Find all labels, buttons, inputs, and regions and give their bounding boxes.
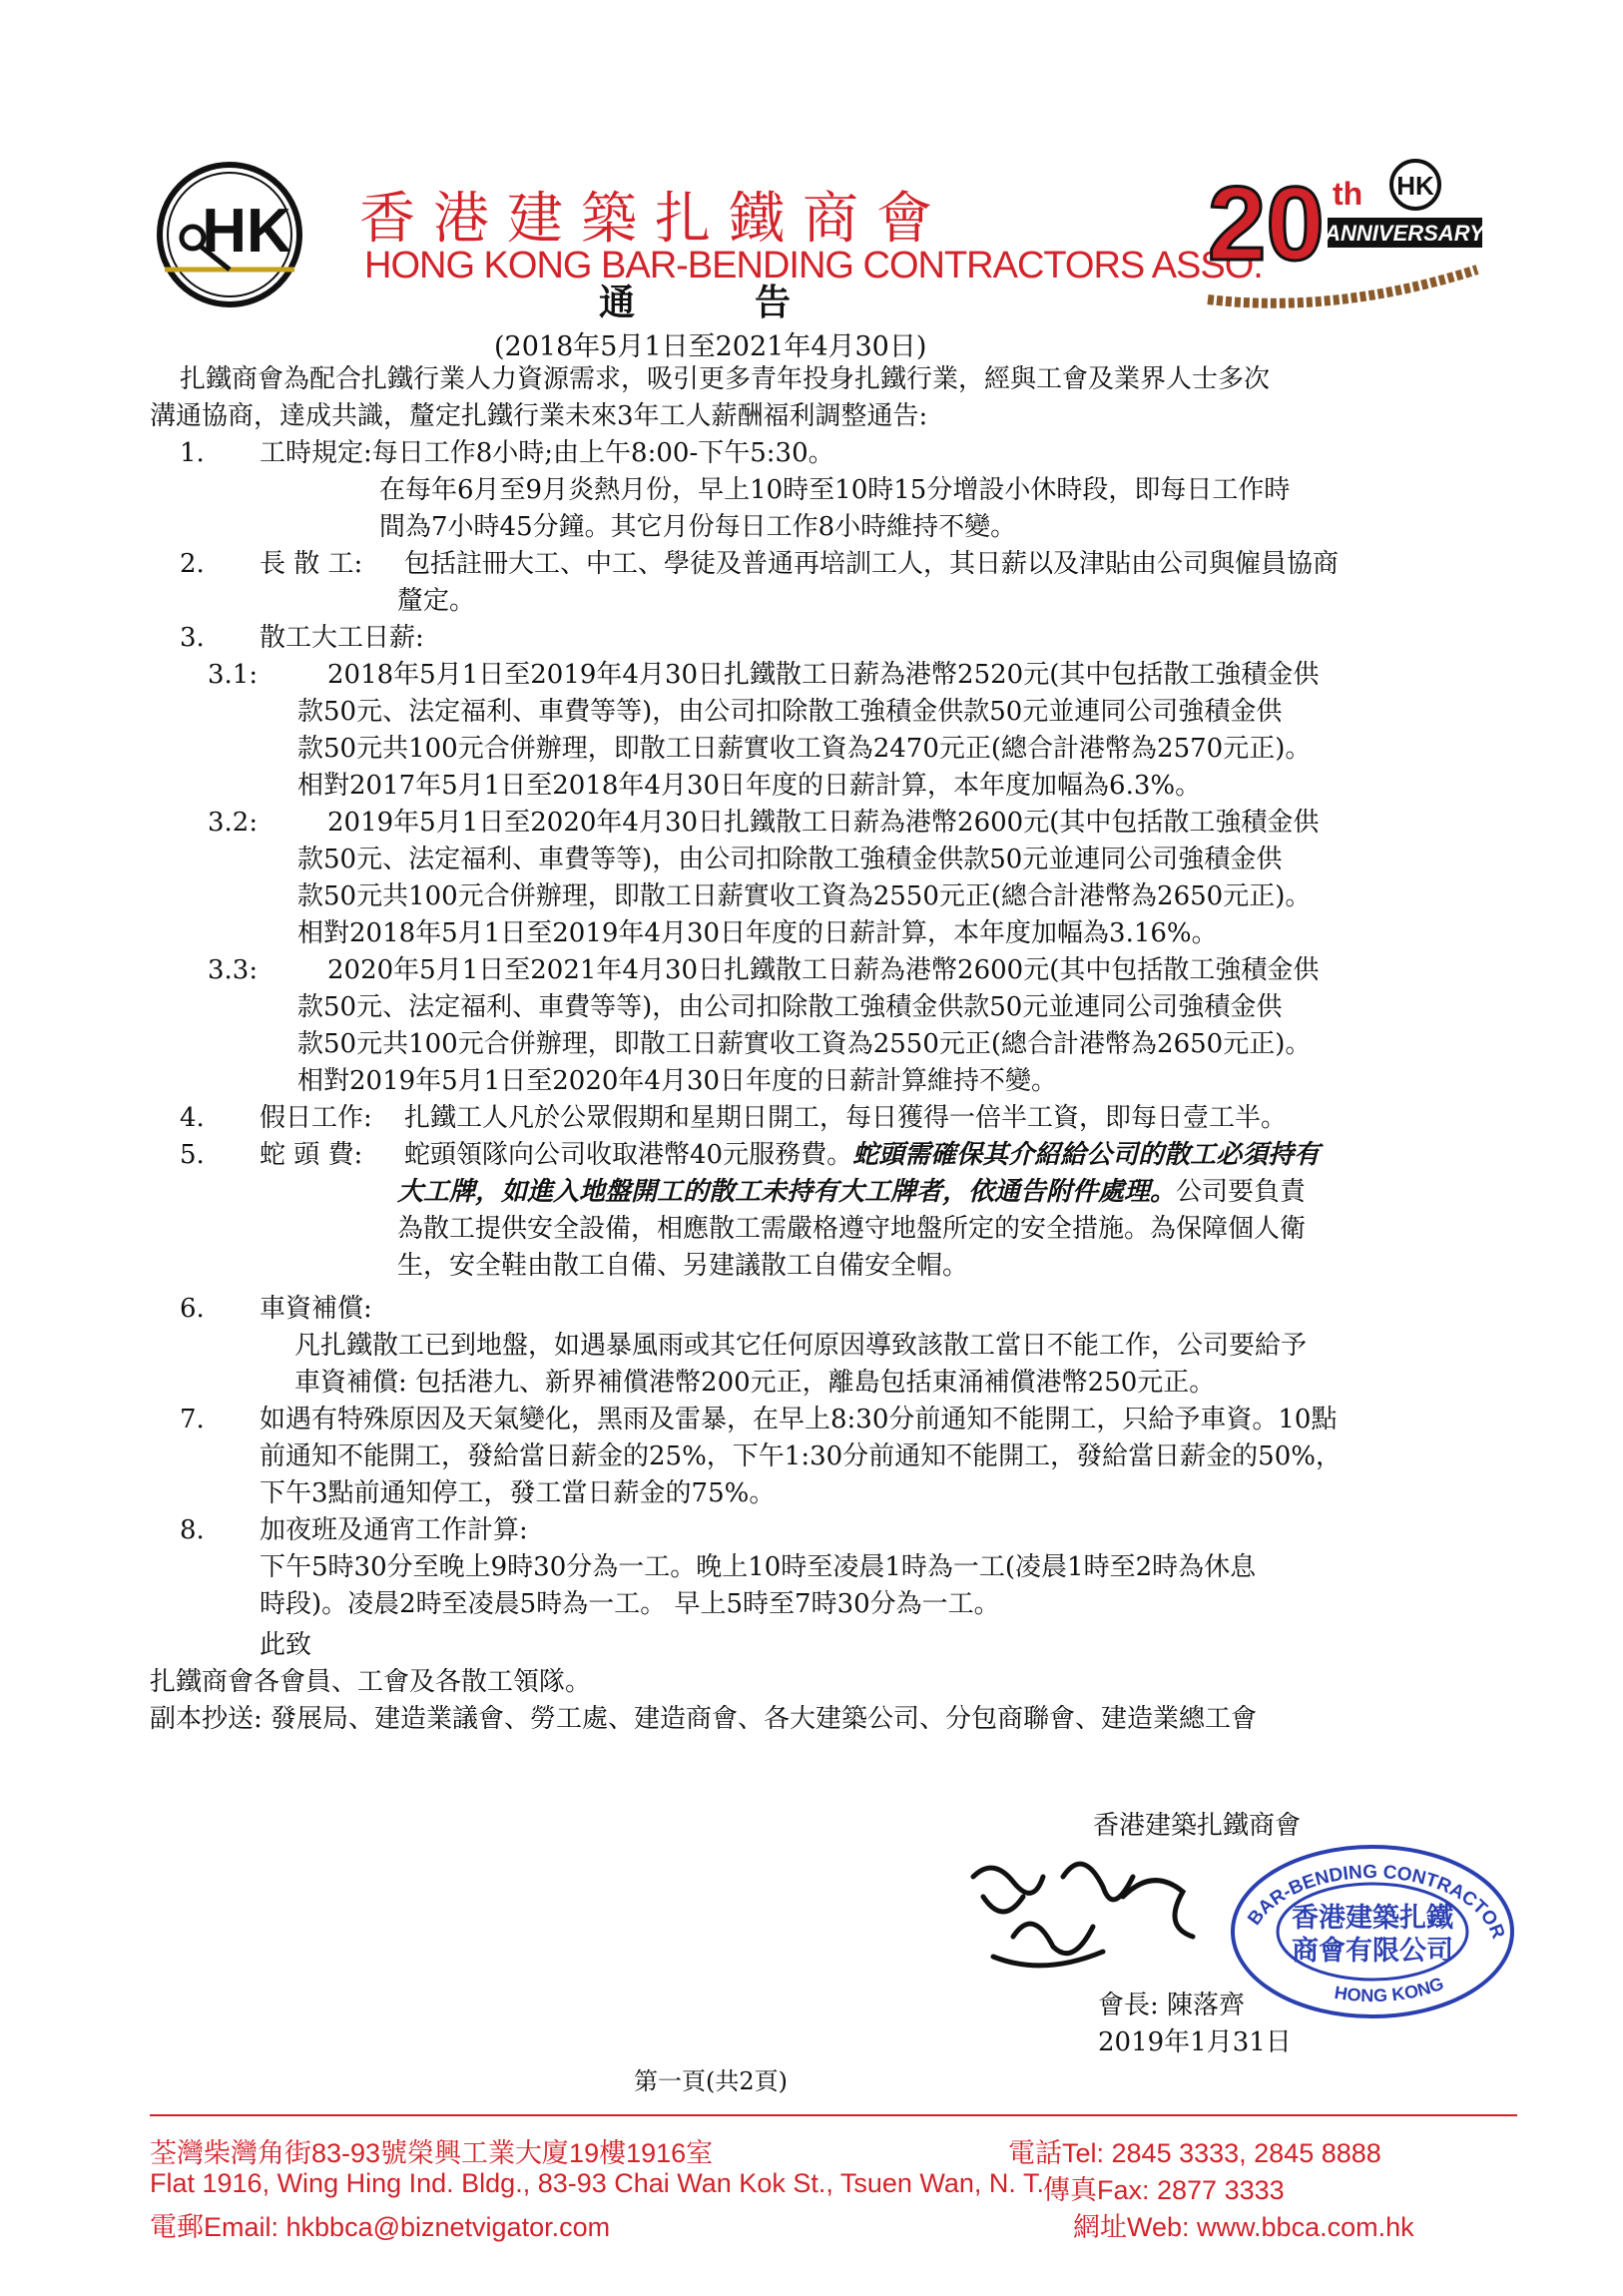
item-1-line: 在每年6月至9月炎熱月份，早上10時至10時15分增設小休時段，即每日工作時 (379, 475, 1291, 505)
notice-date: 2019年1月31日 (1098, 2027, 1292, 2057)
notice-body: 扎鐵商會為配合扎鐵行業人力資源需求，吸引更多青年投身扎鐵行業，經與工會及業界人士多次 溝通協商，達成共識，釐定扎鐵行業未來3年工人薪酬福利調整通告: 1. 工時規定:每日工作8小時;由上午8:00-下午5:30。 在每年6月至9月炎熱月份，早上10時至10時15分增設小休時段，即每日工作時 間為7小時45分鐘。其它月份每日工作8小時維持不變。 2. 長 散 工: 包括註冊大工、中工、學徒及普通再培訓工人，其日薪以及津貼由公司與僱員協商 釐定。 3. 散工大工日薪: 3.1: 2018年5月1日至2019年4月30日扎鐵散工日薪為港幣2520元(其中包括散工強積金供 款50元、法定福利、車費等等)，由公司扣除散工強積金供款50元並連同公司強積金供 款50元共100元合併辦理，即散工日薪實收工資為2470元正(總合計港幣為2570元正)。 相對2017年5月1日至2018年4月30日年度的日薪計算，本年度加幅為6.3%。 3.2: 2019年5月1日至2020年4月30日扎鐵散工日薪為港幣2600元(其中包括散工強積金供 款50元、法定福利、車費等等)，由公司扣除散工強積金供款50元並連同公司強積金供 款50元共100元合併辦理，即散工日薪實收工資為2550元正(總合計港幣為2650元正)。 相對2018年5月1日至2019年4月30日年度的日薪計算，本年度加幅為3.16%。 3.3: 2020年5月1日至2021年4月30日扎鐵散工日薪為港幣2600元(其中包括散工強積金供 款50元、法定福利、車費等等)，由公司扣除散工強積金供款50元並連同公司強積金供 款50元共100元合併辦理，即散工日薪實收工資為2550元正(總合計港幣為2650元正)。 相對2019年5月1日至2020年4月30日年度的日薪計算維持不變。 4. 假日工作: 扎鐵工人凡於公眾假期和星期日開工，每日獲得一倍半工資，即每日壹工半。 5. 蛇 頭 費: 蛇頭領隊向公司收取港幣40元服務費。 蛇頭需確保其介紹給公司的散工必須持有 大工牌，如進入地盤開工的散工未持有大工牌者，依通告附件處理。公司要負責 為散工提供安全設備，相應散工需嚴格遵守地盤所定的安全措施。為保障個人衛 生，安全鞋由散工自備、另建議散工自備安全帽。 6. 車資補償: 凡扎鐵散工已到地盤，如遇暴風雨或其它任何原因導致該散工當日不能工作，公司要給予 車資補償: 包括港九、新界補償港幣200元正，離島包括東涌補償港幣250元正。 7. 如遇有特殊原因及天氣變化，黑雨及雷暴，在早上8:30分前通知不能開工，只給予車資。10點 前通知不能開工，發給當日薪金的25%，下午1:30分前通知不能開工，發給當日薪金的50%， 下午3點前通知停工，發工當日薪金的75%。 8. 加夜班及通宵工作計算: 下午5時30分至晚上9時30分為一工。晚上10時至凌晨1時為一工(凌晨1時至2時為休息 時段)。凌晨2時至凌晨5時為一工。 早上5時至7時30分為一工。 此致 扎鐵商會各會員、工會及各散工領隊。 副本抄送: 發展局、建造業議會、勞工處、建造商會、各大建築公司、分包商聯會、建造業總工會 (150, 361, 1507, 1738)
footer-address-en: Flat 1916, Wing Hing Ind. Bldg., 83-93 Chai Wan Kok St., Tsuen Wan, N. T. (150, 2168, 1044, 2198)
recipients: 扎鐵商會各會員、工會及各散工領隊。 (150, 1667, 592, 1697)
signatory-org: 香港建築扎鐵商會 (1093, 1811, 1302, 1841)
item-3-1: 3.1: 2018年5月1日至2019年4月30日扎鐵散工日薪為港幣2520元(其中包括散工強積金供 (208, 660, 1320, 690)
handwritten-signature (953, 1837, 1213, 1987)
footer-fax: 傳真Fax: 2877 3333 (1043, 2175, 1285, 2205)
anniversary-logo-text: HK (1396, 171, 1434, 201)
org-name-zh: 香港建築扎鐵商會 (359, 187, 950, 252)
item-1: 1. 工時規定:每日工作8小時;由上午8:00-下午5:30。 (180, 438, 834, 468)
page-number: 第一頁(共2頁) (634, 2067, 788, 2095)
stamp-inner-text: 商會有限公司 (1292, 1936, 1453, 1967)
footer-web: 網址Web: www.bbca.com.hk (1073, 2212, 1414, 2242)
copy-to: 副本抄送: 發展局、建造業議會、勞工處、建造商會、各大建築公司、分包商聯會、建造業總工會 (150, 1704, 1258, 1734)
item-6: 6. 車資補償: (180, 1294, 372, 1324)
stamp-bottom-text: HONG KONG (1333, 1973, 1447, 2007)
item-3: 3. 散工大工日薪: (180, 623, 424, 653)
item-3-3: 3.3: 2020年5月1日至2021年4月30日扎鐵散工日薪為港幣2600元(其中包括散工強積金供 (208, 955, 1320, 985)
logo-text: HK (202, 197, 291, 266)
item-8: 8. 加夜班及通宵工作計算: (180, 1515, 528, 1545)
anniversary-emblem (1188, 150, 1487, 309)
item-7: 7. 如遇有特殊原因及天氣變化，黑雨及雷暴，在早上8:30分前通知不能開工，只給予車資。10點 (180, 1405, 1338, 1435)
anniversary-suffix: th (1333, 176, 1363, 212)
org-name-en: HONG KONG BAR-BENDING CONTRACTORS ASSO. (364, 245, 1263, 287)
item-5: 5. 蛇 頭 費: 蛇頭領隊向公司收取港幣40元服務費。 蛇頭需確保其介紹給公司的散工必須持有 (180, 1140, 1321, 1170)
stamp-inner-text: 香港建築扎鐵 (1292, 1903, 1453, 1934)
company-stamp (1228, 1842, 1517, 2021)
signature-icon (953, 1837, 1213, 1987)
chairman-name: 會長: 陳落齊 (1098, 1991, 1246, 2020)
item-2-line: 釐定。 (397, 586, 476, 616)
footer-divider (150, 2114, 1517, 2116)
notice-title: 通告 (599, 282, 911, 323)
anniversary-number: 20 (1208, 166, 1325, 283)
notice-period: (2018年5月1日至2021年4月30日) (494, 331, 927, 362)
footer-address-zh: 荃灣柴灣角街83-93號榮興工業大廈19樓1916室 (150, 2138, 714, 2168)
association-logo (155, 160, 304, 309)
intro-line: 溝通協商，達成共識，釐定扎鐵行業未來3年工人薪酬福利調整通告: (150, 401, 928, 431)
item-3-2: 3.2: 2019年5月1日至2020年4月30日扎鐵散工日薪為港幣2600元(其中包括散工強積金供 (208, 808, 1320, 838)
footer-email: 電郵Email: hkbbca@biznetvigator.com (150, 2212, 611, 2242)
item-2: 2. 長 散 工: 包括註冊大工、中工、學徒及普通再培訓工人，其日薪以及津貼由公司與僱員協商 (180, 549, 1340, 579)
intro-line: 扎鐵商會為配合扎鐵行業人力資源需求，吸引更多青年投身扎鐵行業，經與工會及業界人士多次 (180, 364, 1271, 394)
anniversary-badge-icon (1188, 150, 1487, 309)
stamp-icon (1228, 1842, 1517, 2021)
closing-salutation: 此致 (260, 1630, 312, 1660)
footer-tel: 電話Tel: 2845 3333, 2845 8888 (1008, 2138, 1381, 2168)
stamp-outer-text: BAR-BENDING CONTRACTOR (1244, 1861, 1509, 1943)
item-1-line: 間為7小時45分鐘。其它月份每日工作8小時維持不變。 (379, 512, 1017, 542)
item-4: 4. 假日工作: 扎鐵工人凡於公眾假期和星期日開工，每日獲得一倍半工資，即每日壹工半。 (180, 1103, 1288, 1133)
anniversary-word: ANNIVERSARY (1325, 221, 1484, 246)
hk-logo-icon (155, 160, 304, 309)
